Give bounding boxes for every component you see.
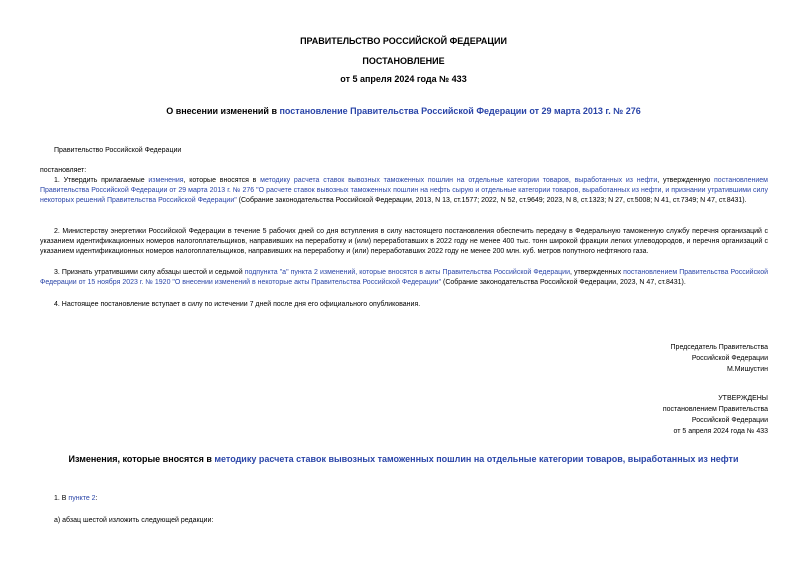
p1-link-methodology[interactable]: методику расчета ставок вывозных таможенных пошлин на отдельные категории товаров, выработанных из нефти [260,177,658,184]
approved-block [560,393,768,437]
p3-text-a: 3. Признать утратившими силу абзацы шестой и седьмой [54,269,245,276]
paragraph-4: 4. Настоящее постановление вступает в силу по истечении 7 дней после дня его официального опубликования. [54,301,421,308]
date-number-heading: от 5 апреля 2024 года № 433 [340,74,467,84]
p3-link-resolution[interactable]: постановлением Правительства Российской Федерации от 15 ноября 2023 г. № 1920 "О внесении изменений в некоторые акты Правительства Российской Федерации" [40,269,769,286]
government-heading: ПРАВИТЕЛЬСТВО РОССИЙСКОЙ ФЕДЕРАЦИИ [300,36,507,46]
signature-line-1: Председатель Правительства [670,344,768,351]
p3-link-subclause[interactable]: подпункта "а" пункта 2 изменений, которые вносятся в акты Правительства Российской Федерации [244,269,570,276]
title-prefix: О внесении изменений в [166,106,280,116]
decrees-text: постановляет: [40,167,87,174]
p3-text-e: (Собрание законодательства Российской Федерации, 2023, N 47, ст.8431). [441,279,686,286]
item1-link[interactable]: пункте 2 [68,495,96,502]
document-title [0,106,807,116]
changes-title-prefix: Изменения, которые вносятся в [68,454,215,464]
p3-text-c: , утвержденных [570,269,624,276]
p1-text-c: , которые вносятся в [183,177,261,184]
p1-text-g: (Собрание законодательства Российской Федерации, 2013, N 13, ст.1577; 2022, N 52, ст.9649; 2023, N 8, ст.1323; N 27, ст.5008; N 41, ст.7349; N 47, ст.8431). [236,197,747,204]
paragraph-3 [40,268,768,288]
item1-prefix: 1. В [54,495,69,502]
approved-line-3: Российской Федерации [691,417,768,424]
p1-text-e: , утвержденную [657,177,715,184]
approved-line-1: УТВЕРЖДЕНЫ [718,395,768,402]
paragraph-2: 2. Министерству энергетики Российской Федерации в течение 5 рабочих дней со дня вступления в силу настоящего постановления обеспечить передачу в Федеральную таможенную службу перечня организаций с указанием идентификационных номеров налогоплательщиков, направивших на переработку и (или) переработавших в 2022 году не менее 400 тыс. тонн широкой фракции легких углеводородов, и перечня организаций с указанием идентификационных номеров налогоплательщиков, направивших на переработку и (или) переработавших 2022 году не менее 200 млн. куб. метров попутного нефтяного газа. [40,228,768,255]
signature-block [560,342,768,375]
item1-suffix: : [95,495,98,502]
changes-item-a: а) абзац шестой изложить следующей редакции: [54,517,214,524]
changes-title [0,454,807,464]
changes-title-link[interactable]: методику расчета ставок вывозных таможенных пошлин на отдельные категории товаров, выработанных из нефти [214,454,739,464]
p1-link-changes[interactable]: изменения [148,177,184,184]
paragraph-1 [40,176,768,206]
title-link[interactable]: постановление Правительства Российской Федерации от 29 марта 2013 г. № 276 [279,106,641,116]
p1-link-resolution[interactable]: постановлением Правительства Российской Федерации от 29 марта 2013 г. № 276 "О расчете ставок вывозных таможенных пошлин на нефть сырую и отдельные категории товаров, выработанных из нефти, и признании утратившими силу некоторых решений Правительства Российской Федерации" [40,177,768,204]
issuer-text: Правительство Российской Федерации [54,147,182,154]
signature-name: М.Мишустин [726,366,768,373]
p1-text-a: 1. Утвердить прилагаемые [54,177,149,184]
signature-line-2: Российской Федерации [691,355,768,362]
approved-line-2: постановлением Правительства [662,406,768,413]
doc-type-heading: ПОСТАНОВЛЕНИЕ [362,56,445,66]
changes-item-1 [40,494,768,504]
approved-line-4: от 5 апреля 2024 года № 433 [673,428,768,435]
